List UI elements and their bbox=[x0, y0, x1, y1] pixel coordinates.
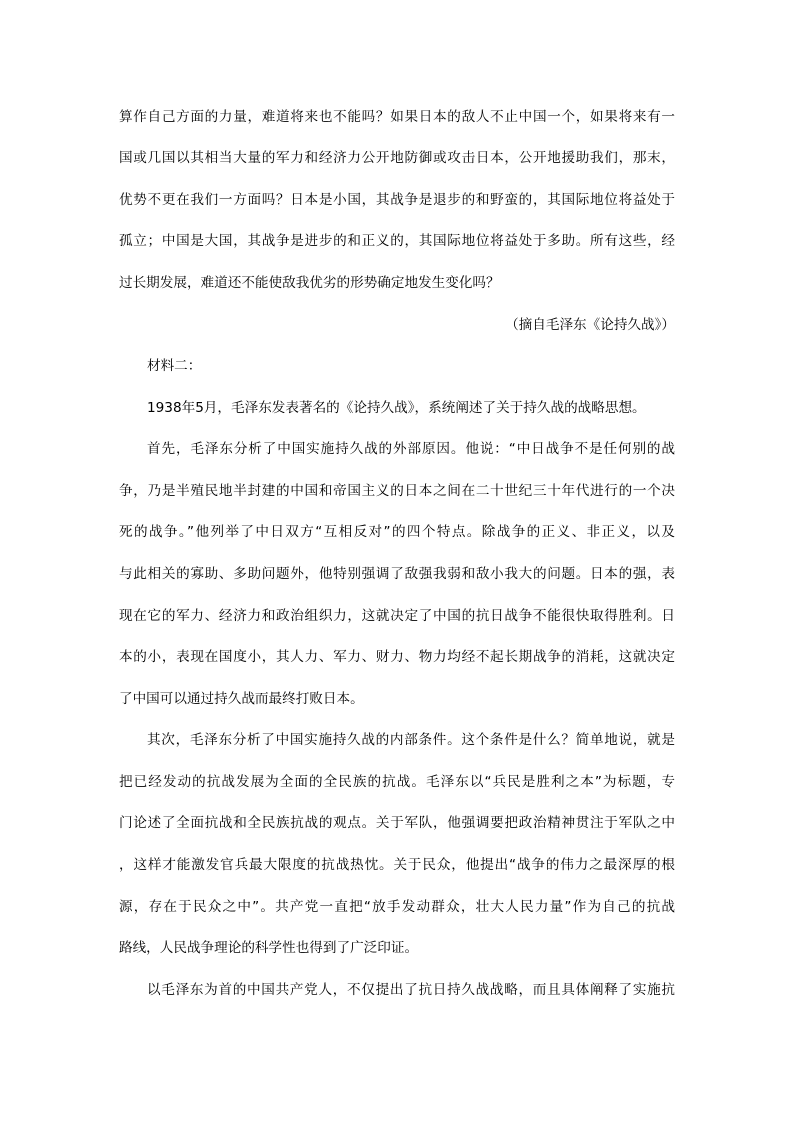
text-line: 以毛泽东为首的中国共产党人，不仅提出了抗日持久战战略，而且具体阐释了实施抗 bbox=[147, 982, 675, 998]
text-line: 源，存在于民众之中”。共产党一直把“放手发动群众，壮大人民力量”作为自己的抗战 bbox=[119, 899, 675, 915]
text-line: 争，乃是半殖民地半封建的中国和帝国主义的日本之间在二十世纪三十年代进行的一个决 bbox=[119, 483, 675, 499]
text-line: 算作自己方面的力量，难道将来也不能吗？如果日本的敌人不止中国一个，如果将来有一 bbox=[119, 109, 675, 125]
text-line: 过长期发展，难道还不能使敌我优劣的形势确定地发生变化吗？ bbox=[119, 275, 500, 291]
text-line: 国或几国以其相当大量的军力和经济力公开地防御或攻击日本，公开地援助我们，那末， bbox=[119, 150, 675, 166]
text-line: 门论述了全面抗战和全民族抗战的观点。关于军队，他强调要把政治精神贯注于军队之中 bbox=[119, 815, 675, 831]
text-line: 孤立；中国是大国，其战争是进步的和正义的，其国际地位将益处于多助。所有这些，经 bbox=[119, 233, 675, 249]
text-line: 把已经发动的抗战发展为全面的全民族的抗战。毛泽东以“兵民是胜利之本”为标题，专 bbox=[119, 774, 675, 790]
text-line: 现在它的军力、经济力和政治组织力，这就决定了中国的抗日战争不能很快取得胜利。日 bbox=[119, 608, 675, 624]
text-line: 优势不更在我们一方面吗？日本是小国，其战争是退步的和野蛮的，其国际地位将益处于 bbox=[119, 192, 675, 208]
text-line: 与此相关的寡助、多助问题外，他特别强调了敌强我弱和敌小我大的问题。日本的强，表 bbox=[119, 566, 675, 582]
text-line: ，这样才能激发官兵最大限度的抗战热忱。关于民众，他提出“战争的伟力之最深厚的根 bbox=[119, 857, 675, 873]
text-line: 其次，毛泽东分析了中国实施持久战的内部条件。这个条件是什么？简单地说，就是 bbox=[147, 732, 675, 748]
text-line: 死的战争。”他列举了中日双方“互相反对”的四个特点。除战争的正义、非正义，以及 bbox=[119, 524, 675, 540]
text-line: 路线，人民战争理论的科学性也得到了广泛印证。 bbox=[119, 940, 419, 956]
text-line: 首先，毛泽东分析了中国实施持久战的外部原因。他说：“中日战争不是任何别的战 bbox=[147, 441, 675, 457]
text-line: 了中国可以通过持久战而最终打败日本。 bbox=[119, 691, 364, 707]
citation: （摘自毛泽东《论持久战》） bbox=[505, 317, 675, 333]
material-two-heading: 材料二： bbox=[147, 358, 202, 374]
text-line: 本的小，表现在国度小，其人力、军力、财力、物力均经不起长期战争的消耗，这就决定 bbox=[119, 649, 675, 665]
intro-line: 1938年5月，毛泽东发表著名的《论持久战》，系统阐述了关于持久战的战略思想。 bbox=[147, 400, 646, 416]
